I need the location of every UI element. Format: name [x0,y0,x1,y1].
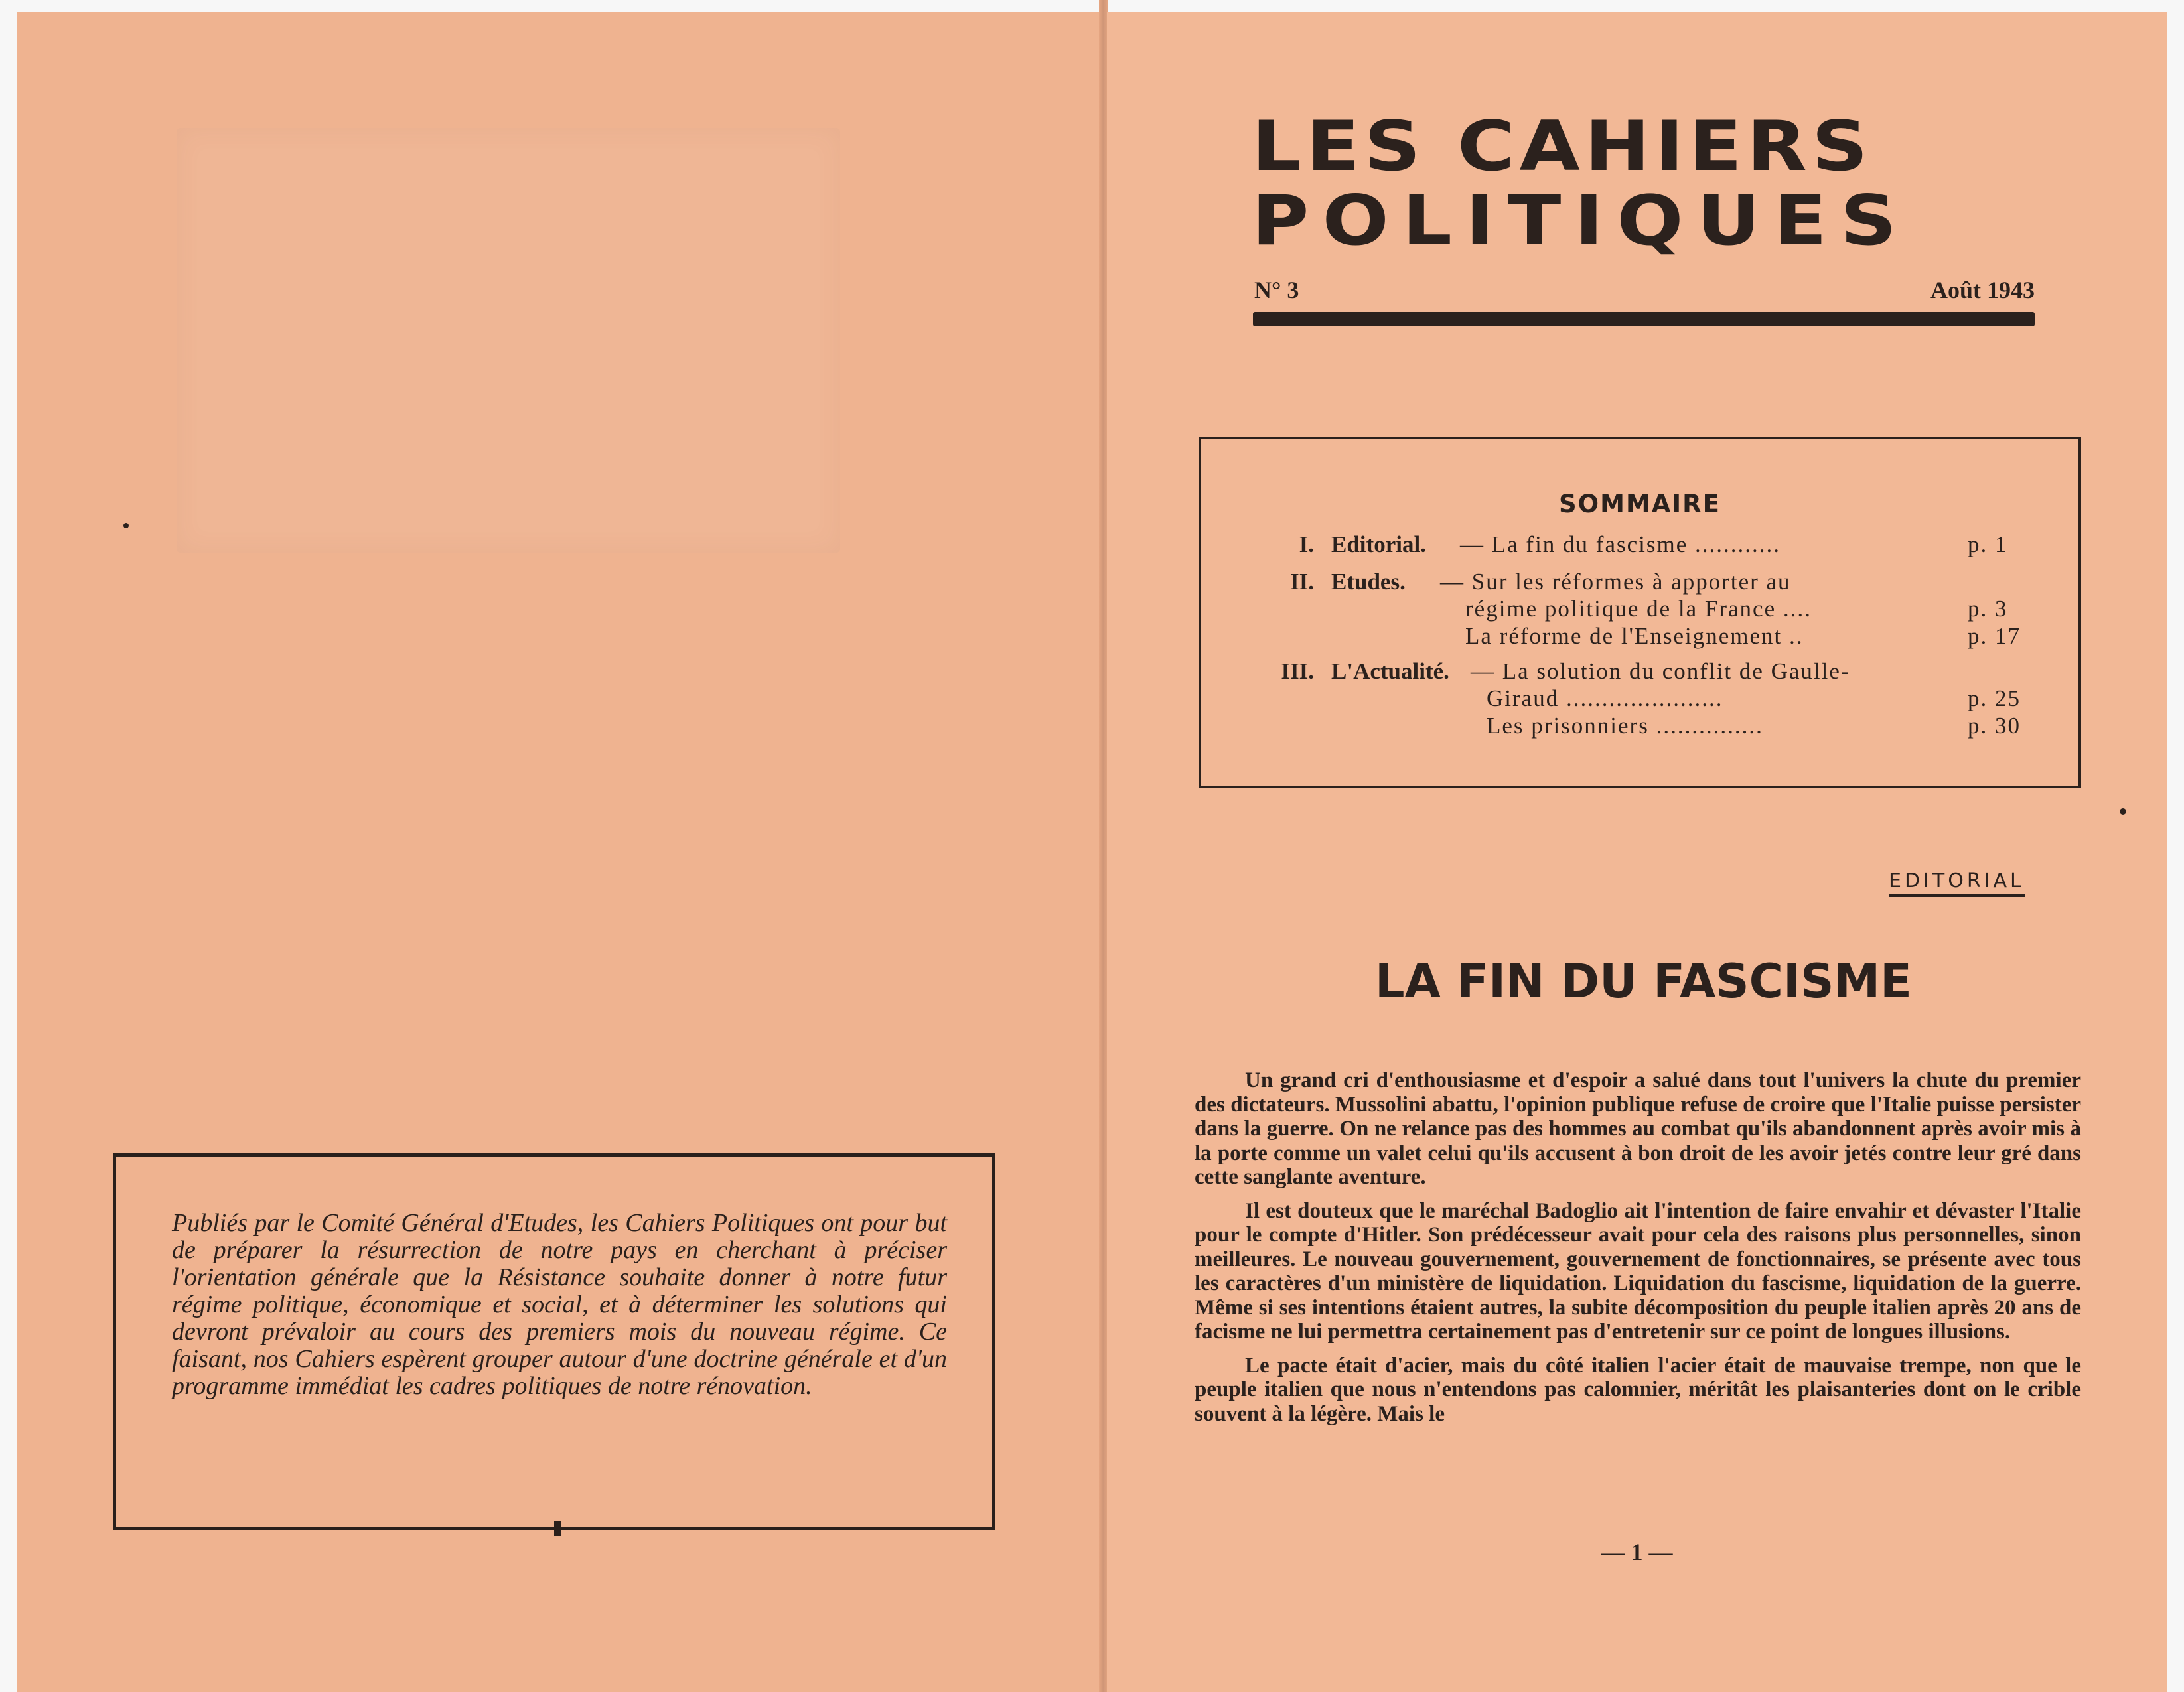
toc-page-ref: p. 17 [1968,623,2021,649]
toc-row [1241,622,2044,650]
ink-speck [123,523,129,528]
toc-entry-text: — La solution du conflit de Gaulle- [1471,658,1850,684]
publisher-notice: Publiés par le Comité Général d'Etudes, les Cahiers Politiques ont pour but de préparer la résurrection de notre pays en cherchant à préciser l'orientation générale que la Résistance souhaite donner à notre futur régime politique, économique et social, et à déterminer les solutions qui devront prévaloir au cours des premiers mois du nouveau régime. Ce faisant, nos Cahiers espèrent grouper autour d'une doctrine générale et d'un programme immédiat les cadres politiques de notre rénovation. [172,1209,947,1400]
toc-page-ref: p. 3 [1968,596,2008,622]
article-paragraph: Le pacte était d'acier, mais du côté italien l'acier était de mauvaise trempe, non que le peuple italien que nous n'entendons pas calomnier, méritât les plaisanteries dont on le crible souvent à la légère. Mais le [1195,1353,2081,1426]
ink-speck [2120,808,2126,815]
toc-page-ref: p. 25 [1968,685,2021,711]
toc-roman-numeral: I. [1299,531,1314,557]
toc-roman-numeral: III. [1281,658,1314,684]
right-page [1107,12,2167,1692]
toc-row [1241,531,2044,560]
toc-row [1241,658,2044,685]
box-tick-mark [554,1521,561,1536]
sommaire-heading: SOMMAIRE [1559,490,1721,518]
toc-section: L'Actualité. [1331,658,1449,684]
toc-entry-text: La réforme de l'Enseignement .. [1465,623,1804,649]
toc-row [1241,568,2044,595]
toc-entry-text: — Sur les réformes à apporter au [1440,569,1791,595]
masthead-title-line2: POLITIQUES [1252,180,1911,261]
masthead-title-line1: LES CAHIERS [1252,106,1873,186]
toc-row [1241,685,2044,712]
toc-row [1241,712,2044,739]
article-title: LA FIN DU FASCISME [1375,954,1912,1009]
left-page [17,12,1103,1692]
article-paragraph: Un grand cri d'enthousiasme et d'espoir a salué dans tout l'univers la chute du premier des dictateurs. Mussolini abattu, l'opinion publique refuse de croire que l'Italie puisse persister dans la guerre. On ne relance pas des hommes au combat qu'ils abandonnent après avoir mis à la porte comme un valet celui qu'ils accusent à bon droit de les avoir jetés contre leur gré dans cette sanglante aventure. [1195,1068,2081,1189]
toc-row [1241,595,2044,622]
editorial-label: EDITORIAL [1889,869,2025,897]
toc-entry-text: Giraud ...................... [1487,685,1723,711]
masthead-rule [1253,312,2035,326]
article-body [1195,1068,2081,1435]
issue-row [1254,276,2035,304]
publisher-notice-box [113,1153,995,1530]
toc-entry-text: régime politique de la France .... [1465,596,1812,622]
toc-entry-text: Les prisonniers ............... [1487,713,1763,739]
masthead [1252,106,2035,264]
toc-section: Editorial. [1331,531,1426,557]
page-number: — 1 — [1601,1539,1673,1565]
sommaire-rows [1241,531,2044,739]
show-through-print [177,128,840,553]
sommaire-box [1199,437,2081,788]
toc-roman-numeral: II. [1290,569,1314,595]
article-paragraph: Il est douteux que le maréchal Badoglio ait l'intention de faire envahir et dévaster l'Italie pour le compte d'Hitler. Son prédécesseur avait pour cela des raisons plus personnelles, sinon meilleures. Le nouveau gouvernement, gouvernement de fonctionnaires, se présente avec tous les caractères d'un ministère de liquidation. Liquidation du fascisme, liquidation de la guerre. Même si ses intentions étaient autres, la subite décomposition du peuple italien après 20 ans de facisme ne lui permettra certainement pas d'entretenir sur ce point de longues illusions. [1195,1198,2081,1344]
toc-section: Etudes. [1331,569,1406,595]
toc-entry-text: — La fin du fascisme ............ [1460,531,1781,557]
toc-page-ref: p. 30 [1968,713,2021,739]
issue-date: Août 1943 [1930,277,2035,303]
toc-page-ref: p. 1 [1968,531,2008,557]
issue-number: N° 3 [1254,277,1299,303]
